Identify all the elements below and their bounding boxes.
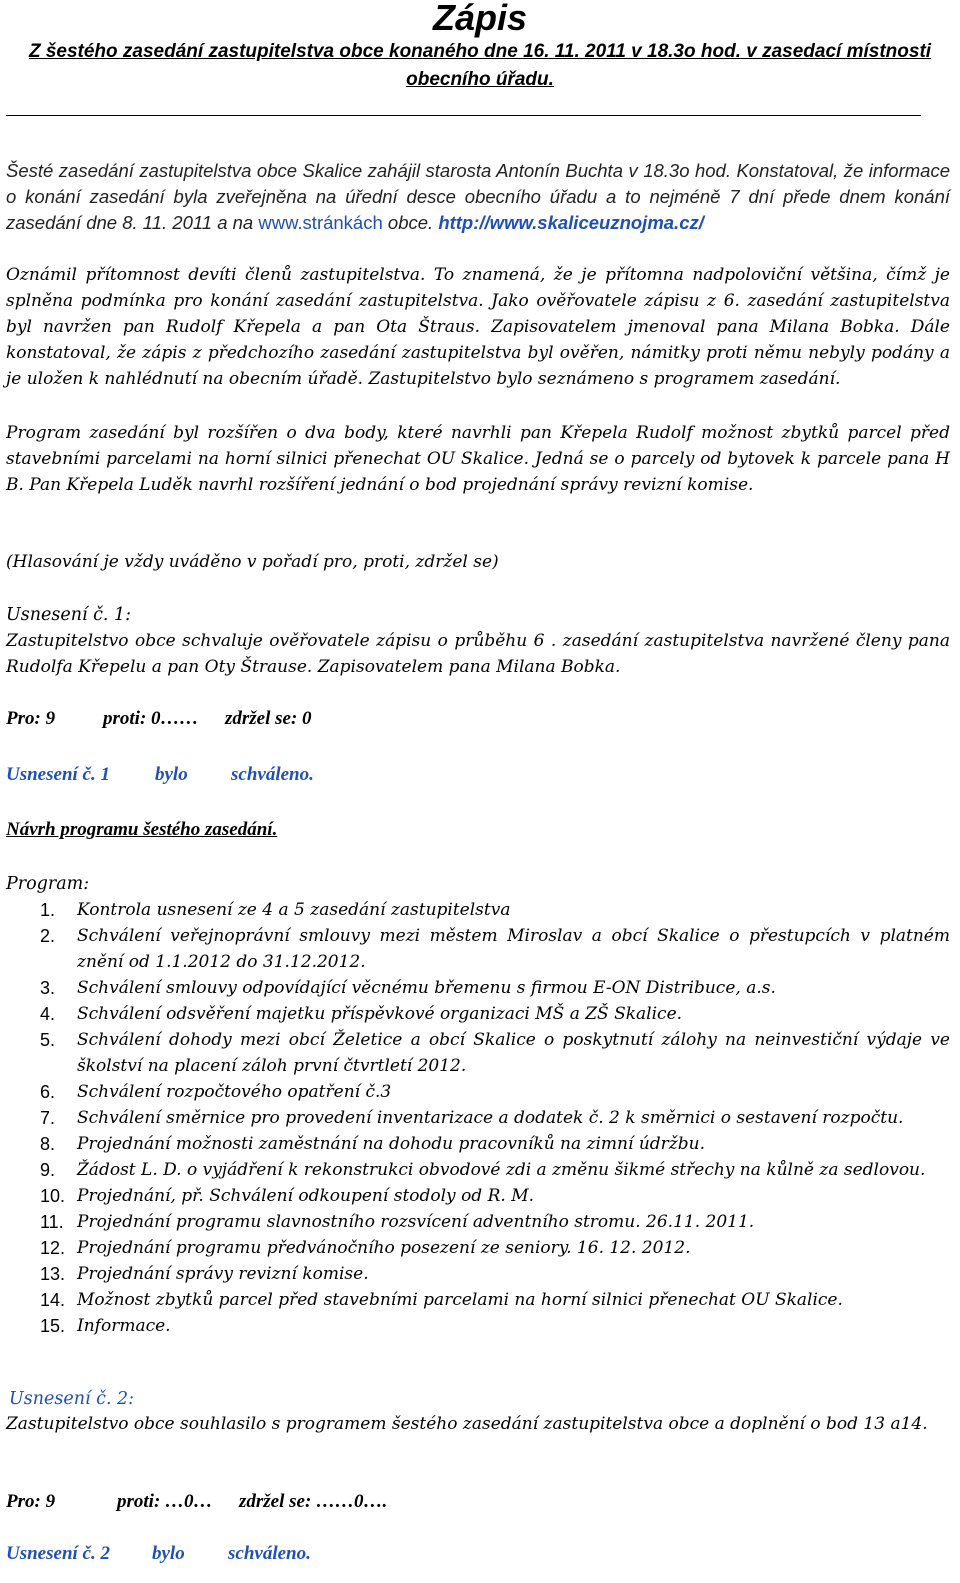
vote-abstain: zdržel se: 0 — [225, 708, 312, 729]
horizontal-rule — [6, 115, 921, 116]
program-item-number: 11. — [40, 1212, 64, 1232]
document-title: Zápis — [432, 0, 528, 38]
result-label: Usnesení č. 2 — [6, 1543, 110, 1564]
program-item-text: Schválení rozpočtového opatření č.3 — [77, 1082, 392, 1102]
program-item-text: Možnost zbytků parcel před stavebními parcelami na horní silnici přenechat OU Skalice. — [77, 1290, 843, 1310]
program-item — [0, 1131, 950, 1157]
program-item-number: 2. — [40, 926, 56, 946]
program-section-title: Návrh programu šestého zasedání. — [6, 819, 278, 840]
intro-text-2: obce. — [382, 212, 439, 233]
resolution-2-text: Zastupitelstvo obce souhlasilo s programem šestého zasedání zastupitelstva obce a doplnění o bod 13 a14. — [6, 1414, 928, 1434]
program-item — [0, 1287, 950, 1313]
program-item-number: 8. — [40, 1134, 56, 1154]
program-item — [0, 1027, 950, 1079]
program-item-text: Žádost L. D. o vyjádření k rekonstrukci obvodové zdi a změnu šikmé střechy na kůlně za sedlovou. — [77, 1160, 926, 1180]
program-item-number: 3. — [40, 978, 56, 998]
program-label: Program: — [6, 874, 90, 894]
program-item-text: Schválení odsvěření majetku příspěvkové organizaci MŠ a ZŠ Skalice. — [77, 1004, 683, 1024]
program-item-number: 15. — [40, 1316, 66, 1336]
program-item — [0, 923, 950, 975]
program-item-number: 7. — [40, 1108, 56, 1128]
program-item — [0, 1001, 950, 1027]
program-item — [0, 1157, 950, 1183]
voting-note: (Hlasování je vždy uváděno v pořadí pro, proti, zdržel se) — [6, 552, 499, 572]
vote-against: proti: …0… — [117, 1491, 213, 1512]
document-subtitle: Z šestého zasedání zastupitelstva obce konaného dne 16. 11. 2011 v 18.3o hod. v zasedací místnosti obecního úřadu. — [28, 41, 932, 90]
vote-for: Pro: 9 — [6, 708, 56, 729]
vote-against: proti: 0…… — [103, 708, 199, 729]
program-item-text: Schválení veřejnoprávní smlouvy mezi městem Miroslav a obcí Skalice o přestupcích v platném znění od 1.1.2012 do 31.12.2012. — [77, 926, 950, 972]
result-label: Usnesení č. 1 — [6, 764, 110, 785]
program-item-text: Schválení směrnice pro provedení inventarizace a dodatek č. 2 k směrnici o sestavení rozpočtu. — [77, 1108, 904, 1128]
program-item-text: Kontrola usnesení ze 4 a 5 zasedání zastupitelstva — [77, 900, 511, 920]
program-item — [0, 1209, 950, 1235]
program-item — [0, 1313, 950, 1339]
program-item-number: 14. — [40, 1290, 66, 1310]
program-item-number: 4. — [40, 1004, 56, 1024]
resolution-2-heading: Usnesení č. 2: — [9, 1389, 135, 1409]
paragraph-attendance: Oznámil přítomnost devíti členů zastupitelstva. To znamená, že je přítomna nadpoloviční většina, čímž je splněna podmínka pro konání zasedání zastupitelstva. Jako ověřovatele zápisu z 6. zasedání zastupitelstva byl navržen pan Rudolf Křepela a pan Ota Štraus. Zapisovatelem jmenoval pana Milana Bobka. Dále konstatoval, že zápis z předchozího zasedání zastupitelstva byl ověřen, námitky proti němu nebyly podány a je uložen k nahlédnutí na obecním úřadě. Zastupitelstvo bylo seznámeno s programem zasedání. — [6, 265, 950, 389]
resolution-2-vote — [6, 1490, 387, 1514]
program-item — [0, 1261, 950, 1287]
paragraph-program-extension: Program zasedání byl rozšířen o dva body, které navrhli pan Křepela Rudolf možnost zbytků parcel před stavebními parcelami na horní silnici přenechat OU Skalice. Jedná se o parcely od bytovek k parcele pana H B. Pan Křepela Luděk navrhl rozšíření jednání o bod projednání správy revizní komise. — [6, 423, 950, 495]
vote-abstain: zdržel se: ……0…. — [239, 1491, 388, 1512]
program-item — [0, 1079, 950, 1105]
program-item-number: 13. — [40, 1264, 66, 1284]
obec-url-link[interactable]: http://www.skaliceuznojma.cz/ — [438, 212, 704, 233]
stranky-link[interactable]: www.stránkách — [258, 212, 383, 233]
program-item — [0, 897, 950, 923]
program-item-text: Projednání programu předvánočního posezení ze seniory. 16. 12. 2012. — [77, 1238, 691, 1258]
program-item — [0, 975, 950, 1001]
resolution-1-text: Zastupitelstvo obce schvaluje ověřovatele zápisu o průběhu 6 . zasedání zastupitelstva navržené členy pana Rudolfa Křepelu a pan Oty Štrause. Zapisovatelem pana Milana Bobka. — [6, 631, 950, 677]
program-item-number: 6. — [40, 1082, 56, 1102]
program-item-text: Projednání možnosti zaměstnání na dohodu pracovníků na zimní údržbu. — [77, 1134, 705, 1154]
resolution-1-heading: Usnesení č. 1: — [6, 605, 132, 625]
vote-for: Pro: 9 — [6, 1491, 56, 1512]
resolution-2-result — [6, 1542, 311, 1566]
program-item — [0, 1235, 950, 1261]
program-list — [0, 897, 950, 1339]
program-item-number: 9. — [40, 1160, 56, 1180]
program-item-number: 1. — [40, 900, 56, 920]
result-approved: schváleno. — [231, 764, 314, 785]
program-item-text: Informace. — [77, 1316, 171, 1336]
program-item-text: Schválení dohody mezi obcí Želetice a obcí Skalice o poskytnutí zálohy na neinvestiční výdaje ve školství na placení záloh první čtvrtletí 2012. — [77, 1030, 950, 1076]
program-item-number: 5. — [40, 1030, 56, 1050]
result-approved: schváleno. — [228, 1543, 311, 1564]
program-item-text: Projednání programu slavnostního rozsvícení adventního stromu. 26.11. 2011. — [77, 1212, 755, 1232]
result-was: bylo — [155, 764, 188, 785]
program-item-text: Schválení smlouvy odpovídající věcnému břemenu s firmou E-ON Distribuce, a.s. — [77, 978, 776, 998]
program-item — [0, 1105, 950, 1131]
result-was: bylo — [152, 1543, 185, 1564]
resolution-1-vote — [6, 707, 312, 731]
program-item — [0, 1183, 950, 1209]
resolution-1-result — [6, 763, 314, 787]
program-item-text: Projednání správy revizní komise. — [77, 1264, 369, 1284]
intro-paragraph — [6, 158, 950, 236]
program-item-text: Projednání, př. Schválení odkoupení stodoly od R. M. — [77, 1186, 535, 1206]
intro-text-1: Šesté zasedání zastupitelstva obce Skalice zahájil starosta Antonín Buchta v 18.3o hod. Konstatoval, že informace o konání zasedání byla zveřejněna na úřední desce obecního úřadu a to nejméně 7 dní přede dnem konání zasedání dne 8. 11. 2011 a na — [6, 160, 950, 233]
program-item-number: 10. — [40, 1186, 66, 1206]
program-item-number: 12. — [40, 1238, 66, 1258]
